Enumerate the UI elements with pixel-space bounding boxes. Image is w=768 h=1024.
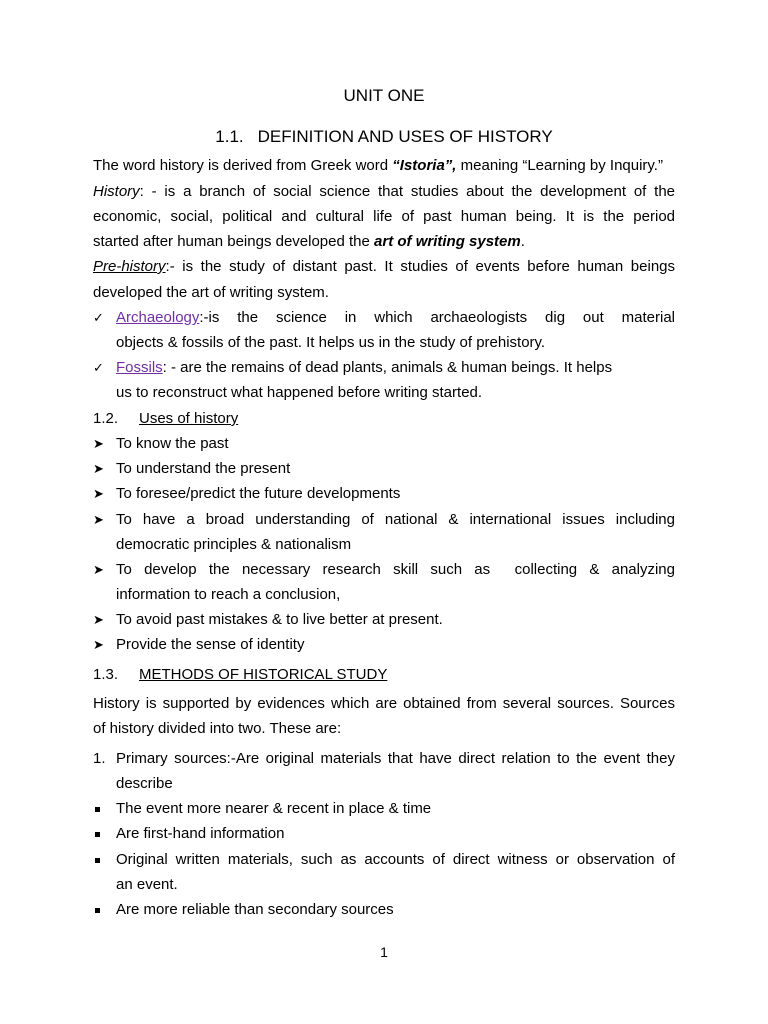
- list-item: [93, 632, 675, 657]
- istoria-term: “Istoria”,: [392, 157, 457, 174]
- list-item: [93, 456, 675, 481]
- list-item-text: To understand the present: [116, 460, 291, 477]
- checkmark-icon: ✓: [93, 310, 104, 325]
- list-item-text: Are first-hand information: [116, 825, 285, 842]
- intro-text-mid: meaning “: [456, 157, 528, 174]
- sources-intro-line-1: History is supported by evidences which are obtained from several sources. Sources: [93, 695, 675, 712]
- section-title-uses: Uses of history: [139, 410, 239, 427]
- learning-term: Learning by Inquiry.: [527, 157, 658, 174]
- list-item-text: To avoid past mistakes & to live better at present.: [116, 611, 443, 628]
- history-def-text: : - is a branch of social science that studies about the development of the: [139, 183, 675, 200]
- checklist-item-fossils: [93, 355, 675, 380]
- intro-text: The word history is derived from Greek word: [93, 157, 393, 174]
- arrow-bullet-icon: ➤: [93, 436, 104, 451]
- intro-paragraph: [93, 153, 675, 178]
- list-item-text: Original written materials, such as accounts of direct witness or observation of: [116, 851, 675, 868]
- section-heading-1-1: [0, 127, 768, 147]
- list-item: [93, 796, 675, 821]
- list-item-text: To know the past: [116, 435, 229, 452]
- prehistory-def-line-2: developed the art of writing system.: [93, 284, 329, 301]
- item-number: 1.: [93, 750, 106, 767]
- history-def-line-3: [93, 229, 675, 254]
- prehistory-def-line-1: [93, 254, 675, 279]
- archaeology-line-2: objects & fossils of the past. It helps us in the study of prehistory.: [116, 334, 546, 351]
- numbered-item-primary-sources: [93, 746, 675, 771]
- primary-sources-term: Primary sources: [116, 750, 227, 767]
- history-term: History: [93, 183, 140, 200]
- section-title-methods: METHODS OF HISTORICAL STUDY: [139, 666, 388, 683]
- prehistory-def-text: :- is the study of distant past. It studies of events before human beings: [165, 258, 675, 275]
- list-item-continuation: an event.: [116, 876, 178, 893]
- primary-sources-text: :-Are original materials that have direct relation to the event they: [226, 750, 675, 767]
- art-of-writing-term: art of writing system: [374, 233, 521, 250]
- list-item: [93, 607, 675, 632]
- list-item-continuation: democratic principles & nationalism: [116, 536, 352, 553]
- history-def-text: started after human beings developed the: [93, 233, 375, 250]
- section-number: 1.1.: [215, 127, 244, 146]
- checklist-item-archaeology: [93, 305, 675, 330]
- square-bullet-icon: [93, 847, 111, 872]
- section-number: 1.2.: [93, 410, 119, 427]
- section-number: 1.3.: [93, 666, 119, 683]
- square-bullet-icon: [93, 796, 111, 821]
- square-bullet-icon: [93, 821, 111, 846]
- arrow-bullet-icon: ➤: [93, 486, 104, 501]
- arrow-bullet-icon: ➤: [93, 562, 104, 577]
- checkmark-icon: ✓: [93, 360, 104, 375]
- arrow-bullet-icon: ➤: [93, 512, 104, 527]
- list-item: [93, 897, 675, 922]
- fossils-text: : - are the remains of dead plants, animals & human beings. It helps: [162, 359, 613, 376]
- archaeology-term: Archaeology: [116, 309, 200, 326]
- section-title: DEFINITION AND USES OF HISTORY: [257, 127, 553, 146]
- list-item-text: To have a broad understanding of national & international issues including: [116, 511, 675, 528]
- list-item-text: Are more reliable than secondary sources: [116, 901, 394, 918]
- list-item: [93, 507, 675, 532]
- arrow-bullet-icon: ➤: [93, 461, 104, 476]
- primary-sources-line-2: describe: [116, 775, 173, 792]
- intro-text-end: ”: [657, 157, 663, 174]
- history-def-line-1: [93, 179, 675, 204]
- list-item-text: Provide the sense of identity: [116, 636, 305, 653]
- arrow-bullet-icon: ➤: [93, 637, 104, 652]
- list-item-text: To develop the necessary research skill such as collecting & analyzing: [116, 561, 675, 578]
- history-def-line-2: economic, social, political and cultural life of past human being. It is the period: [93, 208, 675, 225]
- arrow-bullet-icon: ➤: [93, 612, 104, 627]
- list-item: [93, 557, 675, 582]
- list-item: [93, 821, 675, 846]
- sources-intro-line-2: of history divided into two. These are:: [93, 720, 342, 737]
- list-item-continuation: information to reach a conclusion,: [116, 586, 341, 603]
- period: .: [520, 233, 525, 250]
- fossils-line-2: us to reconstruct what happened before writing started.: [116, 384, 483, 401]
- list-item-text: The event more nearer & recent in place & time: [116, 800, 432, 817]
- fossils-term: Fossils: [116, 359, 163, 376]
- list-item: [93, 431, 675, 456]
- archaeology-text: :-is the science in which archaeologists dig out material: [199, 309, 675, 326]
- square-bullet-icon: [93, 897, 111, 922]
- unit-title: UNIT ONE: [343, 86, 425, 105]
- page-number: 1: [380, 944, 388, 960]
- list-item: [93, 481, 675, 506]
- prehistory-term: Pre-history: [93, 258, 166, 275]
- list-item: [93, 847, 675, 872]
- list-item-text: To foresee/predict the future developments: [116, 485, 401, 502]
